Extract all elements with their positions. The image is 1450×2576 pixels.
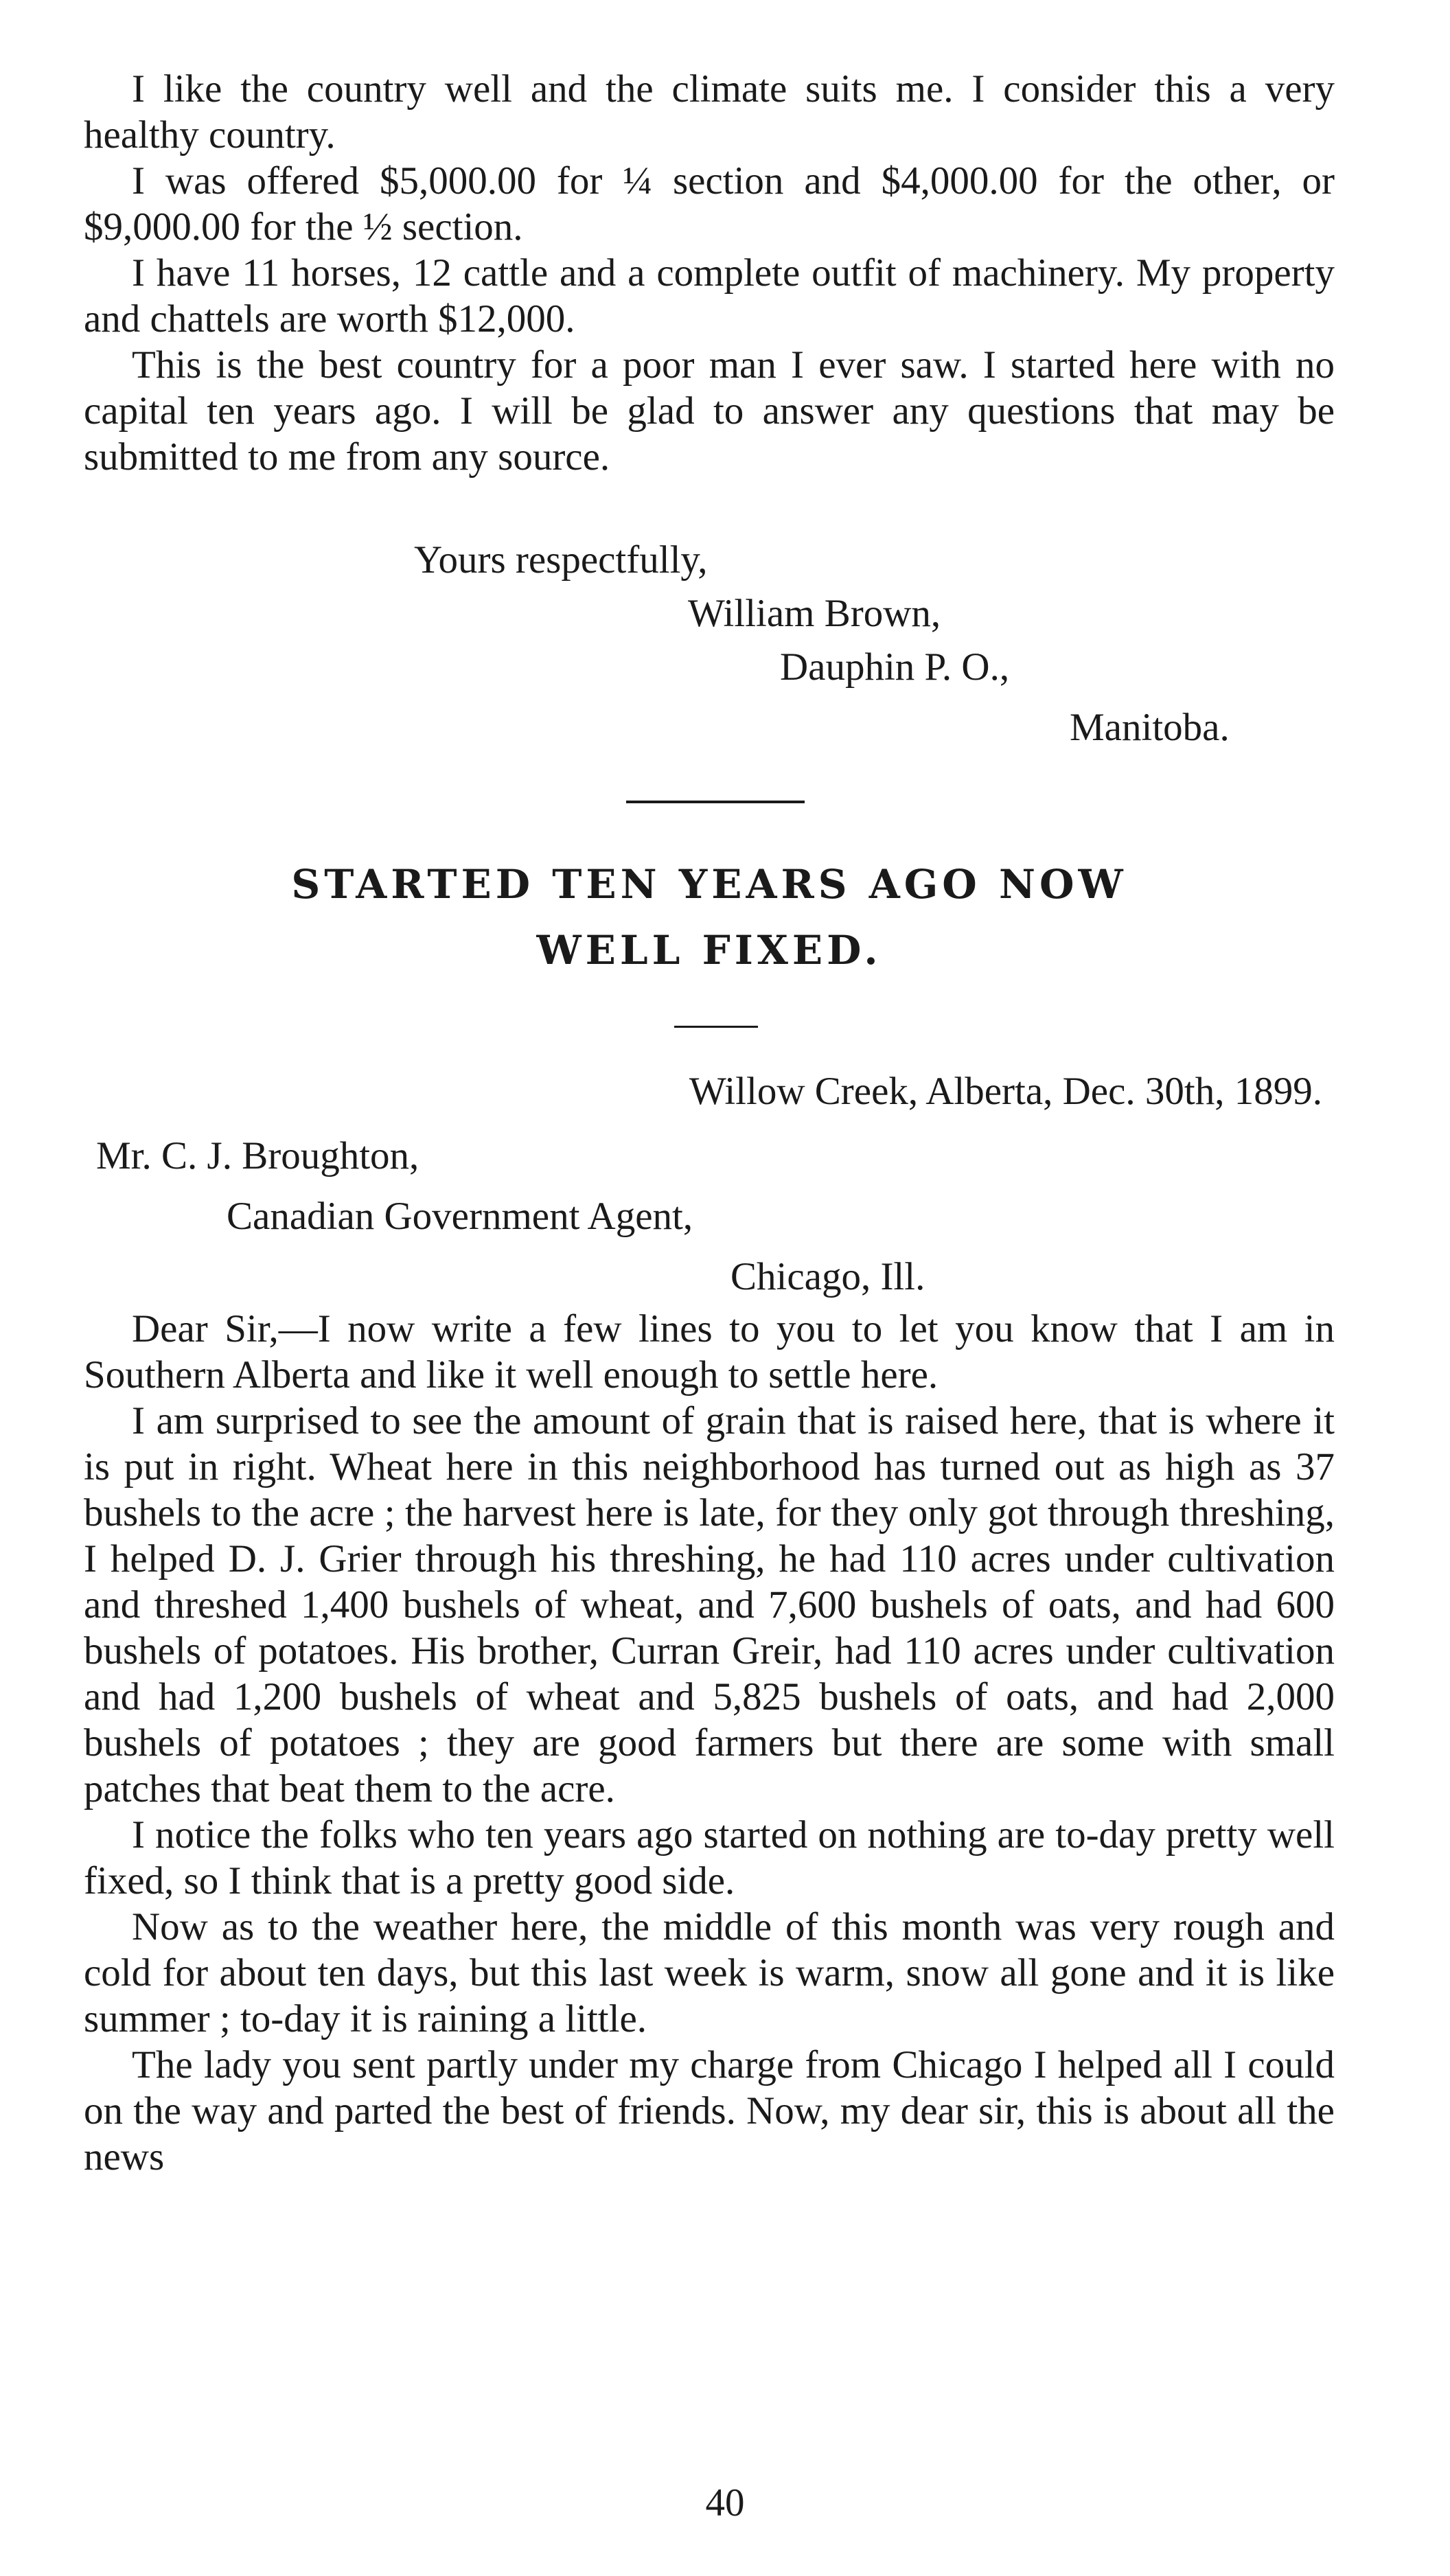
first-letter-paragraph: I have 11 horses, 12 cattle and a complete outfit of machinery. My property and chattels are worth $12,000.	[84, 251, 1335, 341]
addressee-title: Canadian Government Agent,	[227, 1195, 693, 1238]
article-heading-line-2: WELL FIXED.	[536, 927, 882, 974]
first-letter-paragraph: I like the country well and the climate suits me. I consider this a very healthy country.	[84, 67, 1335, 157]
dateline: Willow Creek, Alberta, Dec. 30th, 1899.	[689, 1070, 1322, 1113]
letter-paragraph: Now as to the weather here, the middle of this month was very rough and cold for about ten days, but this last week is warm, snow all gone and it is like summer ; to-day it is raining a little.	[84, 1905, 1335, 2040]
letter-paragraph: The lady you sent partly under my charge from Chicago I helped all I could on the way and parted the best of friends. Now, my dear sir, this is about all the news	[84, 2043, 1335, 2178]
closing: Yours respectfully,	[414, 538, 708, 582]
article-heading-line-1: STARTED TEN YEARS AGO NOW	[291, 861, 1127, 908]
signature-post-office: Dauphin P. O.,	[780, 645, 1010, 689]
first-letter-paragraph: I was offered $5,000.00 for ¼ section and $4,000.00 for the other, or $9,000.00 for the ½ section.	[84, 159, 1335, 249]
signature-name: William Brown,	[688, 592, 941, 635]
second-letter-body	[84, 1306, 1335, 2180]
addressee-name: Mr. C. J. Broughton,	[96, 1134, 419, 1177]
letter-paragraph: I notice the folks who ten years ago started on nothing are to-day pretty well fixed, so I think that is a pretty good side.	[84, 1813, 1335, 1902]
page-number: 40	[705, 2481, 745, 2525]
letter-paragraph: I am surprised to see the amount of grain that is raised here, that is where it is put in right. Wheat here in this neighborhood has turned out as high as 37 bushels to the acre ; the harvest here is late, for they only got through threshing, I helped D. J. Grier through his threshing, he had 110 acres under cultivation and threshed 1,400 bushels of wheat, and 7,600 bushels of oats, and had 600 bushels of potatoes. His brother, Curran Greir, had 110 acres under cultivation and had 1,200 bushels of wheat and 5,825 bushels of oats, and had 2,000 bushels of potatoes ; they are good farmers but there are some with small patches that beat them to the acre.	[84, 1399, 1335, 1810]
letter-paragraph: Dear Sir,—I now write a few lines to you to let you know that I am in Southern Alberta and like it well enough to settle here.	[84, 1307, 1335, 1396]
section-divider	[626, 801, 805, 803]
addressee-city: Chicago, Ill.	[730, 1255, 925, 1298]
heading-divider	[674, 1026, 758, 1028]
first-letter-body	[84, 66, 1335, 480]
first-letter-paragraph: This is the best country for a poor man I ever saw. I started here with no capital ten years ago. I will be glad to answer any questions that may be submitted to me from any source.	[84, 343, 1335, 479]
signature-province: Manitoba.	[1070, 706, 1230, 749]
